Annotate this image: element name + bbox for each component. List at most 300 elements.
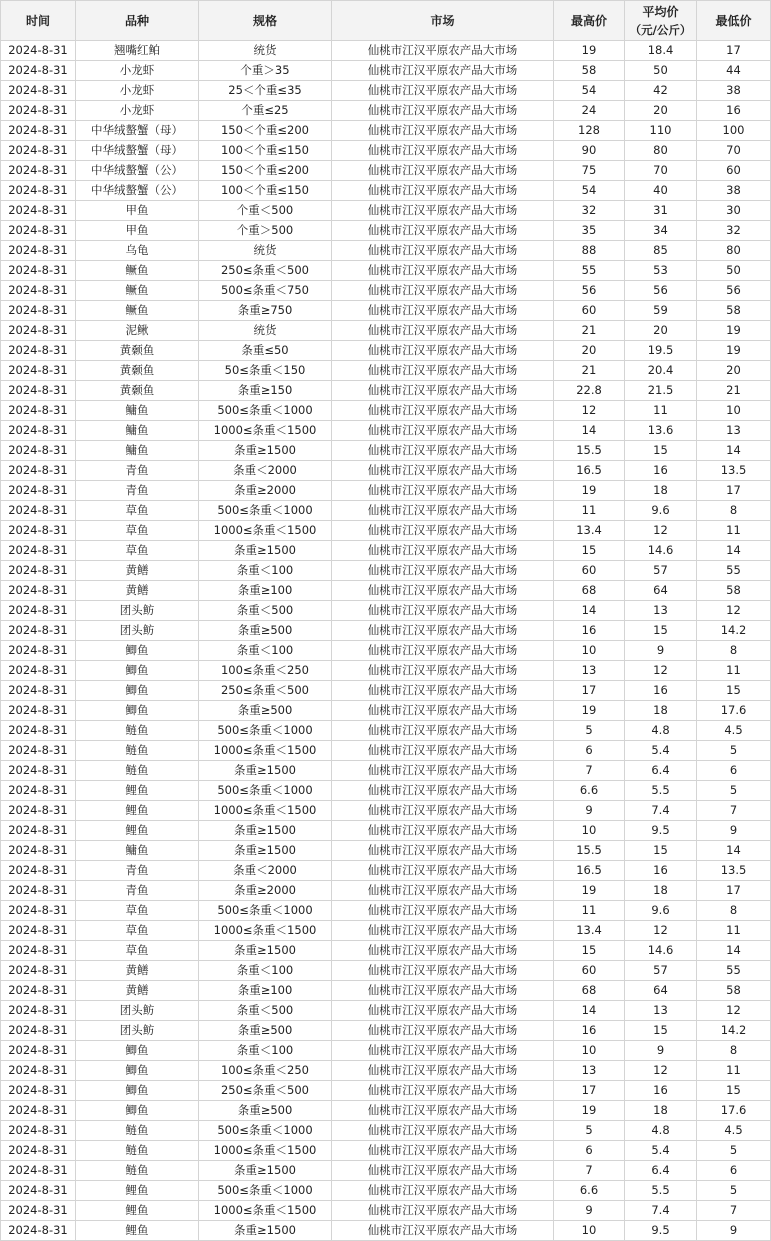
cell-avg-price: 20.4 [625,361,697,381]
cell-avg-price: 18 [625,701,697,721]
table-row [1,761,771,781]
cell-variety: 鳜鱼 [76,261,199,281]
cell-avg-price: 13 [625,1001,697,1021]
cell-market: 仙桃市江汉平原农产品大市场 [332,321,554,341]
cell-max-price: 13 [554,1061,625,1081]
cell-max-price: 13 [554,661,625,681]
cell-variety: 鲤鱼 [76,781,199,801]
cell-avg-price: 18 [625,1101,697,1121]
cell-variety: 小龙虾 [76,101,199,121]
cell-avg-price: 12 [625,521,697,541]
table-row [1,81,771,101]
cell-avg-price: 19.5 [625,341,697,361]
table-header [1,1,771,41]
table-row [1,61,771,81]
cell-min-price: 14 [697,841,771,861]
cell-max-price: 9 [554,1201,625,1221]
cell-max-price: 6.6 [554,1181,625,1201]
cell-avg-price: 15 [625,441,697,461]
cell-max-price: 19 [554,41,625,61]
cell-date: 2024-8-31 [1,61,76,81]
cell-spec: 条重≥750 [199,301,332,321]
cell-max-price: 12 [554,401,625,421]
cell-min-price: 100 [697,121,771,141]
header-avg-price [625,1,697,41]
cell-max-price: 19 [554,701,625,721]
table-row [1,41,771,61]
table-row [1,941,771,961]
cell-variety: 泥鳅 [76,321,199,341]
cell-max-price: 14 [554,1001,625,1021]
cell-variety: 黄鳝 [76,981,199,1001]
cell-avg-price: 5.5 [625,781,697,801]
cell-avg-price: 9.5 [625,821,697,841]
cell-variety: 团头鲂 [76,1001,199,1021]
cell-min-price: 17 [697,481,771,501]
cell-min-price: 11 [697,921,771,941]
cell-min-price: 80 [697,241,771,261]
cell-min-price: 58 [697,581,771,601]
cell-date: 2024-8-31 [1,961,76,981]
cell-date: 2024-8-31 [1,1001,76,1021]
header-avg-price-label: 平均价 [642,5,679,19]
cell-spec: 100＜个重≤150 [199,141,332,161]
cell-market: 仙桃市江汉平原农产品大市场 [332,341,554,361]
cell-min-price: 14 [697,541,771,561]
cell-spec: 条重＜2000 [199,861,332,881]
cell-date: 2024-8-31 [1,1201,76,1221]
cell-market: 仙桃市江汉平原农产品大市场 [332,1021,554,1041]
cell-spec: 500≤条重＜1000 [199,1181,332,1201]
cell-min-price: 14 [697,441,771,461]
cell-avg-price: 4.8 [625,721,697,741]
table-row [1,401,771,421]
cell-max-price: 75 [554,161,625,181]
cell-market: 仙桃市江汉平原农产品大市场 [332,181,554,201]
table-row [1,541,771,561]
table-row [1,361,771,381]
cell-date: 2024-8-31 [1,901,76,921]
cell-variety: 鲢鱼 [76,741,199,761]
cell-max-price: 15 [554,941,625,961]
cell-avg-price: 15 [625,621,697,641]
cell-spec: 100≤条重＜250 [199,661,332,681]
cell-min-price: 5 [697,1141,771,1161]
cell-market: 仙桃市江汉平原农产品大市场 [332,881,554,901]
cell-max-price: 7 [554,1161,625,1181]
cell-date: 2024-8-31 [1,781,76,801]
cell-spec: 条重＜2000 [199,461,332,481]
cell-avg-price: 56 [625,281,697,301]
cell-spec: 条重≥150 [199,381,332,401]
cell-min-price: 13.5 [697,861,771,881]
cell-max-price: 32 [554,201,625,221]
table-row [1,521,771,541]
cell-variety: 乌龟 [76,241,199,261]
cell-avg-price: 9.6 [625,901,697,921]
cell-avg-price: 7.4 [625,801,697,821]
cell-variety: 小龙虾 [76,81,199,101]
cell-variety: 鳙鱼 [76,841,199,861]
cell-variety: 黄颡鱼 [76,341,199,361]
cell-variety: 鳜鱼 [76,301,199,321]
cell-variety: 鲢鱼 [76,1161,199,1181]
table-row [1,981,771,1001]
cell-max-price: 19 [554,481,625,501]
table-row [1,1161,771,1181]
cell-avg-price: 42 [625,81,697,101]
cell-avg-price: 18 [625,481,697,501]
header-max-price: 最高价 [554,1,625,41]
cell-avg-price: 53 [625,261,697,281]
cell-max-price: 16.5 [554,461,625,481]
cell-spec: 条重≥500 [199,1101,332,1121]
cell-spec: 条重＜100 [199,641,332,661]
cell-min-price: 8 [697,501,771,521]
cell-market: 仙桃市江汉平原农产品大市场 [332,401,554,421]
table-row [1,1181,771,1201]
cell-date: 2024-8-31 [1,1121,76,1141]
cell-spec: 50≤条重＜150 [199,361,332,381]
cell-date: 2024-8-31 [1,721,76,741]
header-date: 时间 [1,1,76,41]
cell-spec: 条重≥100 [199,981,332,1001]
cell-spec: 条重≥500 [199,1021,332,1041]
cell-min-price: 8 [697,1041,771,1061]
table-row [1,461,771,481]
cell-spec: 500≤条重＜1000 [199,501,332,521]
cell-market: 仙桃市江汉平原农产品大市场 [332,701,554,721]
cell-max-price: 15.5 [554,841,625,861]
cell-date: 2024-8-31 [1,361,76,381]
cell-max-price: 15 [554,541,625,561]
cell-max-price: 68 [554,981,625,1001]
cell-spec: 25＜个重≤35 [199,81,332,101]
cell-spec: 统货 [199,41,332,61]
cell-variety: 草鱼 [76,901,199,921]
cell-variety: 青鱼 [76,881,199,901]
cell-variety: 甲鱼 [76,201,199,221]
cell-min-price: 30 [697,201,771,221]
cell-spec: 1000≤条重＜1500 [199,1141,332,1161]
cell-date: 2024-8-31 [1,741,76,761]
cell-date: 2024-8-31 [1,201,76,221]
cell-avg-price: 5.4 [625,1141,697,1161]
cell-date: 2024-8-31 [1,1061,76,1081]
cell-min-price: 17.6 [697,701,771,721]
cell-max-price: 56 [554,281,625,301]
cell-date: 2024-8-31 [1,41,76,61]
cell-min-price: 5 [697,741,771,761]
cell-market: 仙桃市江汉平原农产品大市场 [332,541,554,561]
cell-avg-price: 6.4 [625,1161,697,1181]
cell-date: 2024-8-31 [1,921,76,941]
table-row [1,581,771,601]
table-row [1,621,771,641]
table-row [1,1001,771,1021]
cell-min-price: 38 [697,81,771,101]
cell-date: 2024-8-31 [1,181,76,201]
cell-spec: 250≤条重＜500 [199,261,332,281]
table-row [1,1041,771,1061]
cell-date: 2024-8-31 [1,221,76,241]
cell-date: 2024-8-31 [1,641,76,661]
cell-spec: 条重≥1500 [199,1161,332,1181]
cell-variety: 中华绒螯蟹（母） [76,121,199,141]
cell-date: 2024-8-31 [1,341,76,361]
cell-market: 仙桃市江汉平原农产品大市场 [332,721,554,741]
cell-spec: 500≤条重＜1000 [199,401,332,421]
cell-variety: 草鱼 [76,521,199,541]
cell-max-price: 14 [554,421,625,441]
cell-market: 仙桃市江汉平原农产品大市场 [332,781,554,801]
cell-market: 仙桃市江汉平原农产品大市场 [332,1001,554,1021]
cell-avg-price: 80 [625,141,697,161]
cell-variety: 鲫鱼 [76,1101,199,1121]
cell-market: 仙桃市江汉平原农产品大市场 [332,1081,554,1101]
cell-variety: 鲫鱼 [76,1061,199,1081]
cell-market: 仙桃市江汉平原农产品大市场 [332,81,554,101]
cell-date: 2024-8-31 [1,1101,76,1121]
cell-variety: 鲢鱼 [76,761,199,781]
cell-avg-price: 11 [625,401,697,421]
cell-max-price: 55 [554,261,625,281]
cell-spec: 1000≤条重＜1500 [199,741,332,761]
table-row [1,1021,771,1041]
cell-market: 仙桃市江汉平原农产品大市场 [332,601,554,621]
cell-avg-price: 15 [625,841,697,861]
cell-min-price: 8 [697,641,771,661]
table-row [1,201,771,221]
cell-variety: 青鱼 [76,861,199,881]
cell-date: 2024-8-31 [1,441,76,461]
cell-spec: 条重＜100 [199,561,332,581]
cell-avg-price: 40 [625,181,697,201]
table-row [1,481,771,501]
cell-variety: 鲤鱼 [76,801,199,821]
cell-max-price: 19 [554,881,625,901]
cell-max-price: 16.5 [554,861,625,881]
cell-max-price: 60 [554,561,625,581]
cell-date: 2024-8-31 [1,1181,76,1201]
cell-avg-price: 12 [625,921,697,941]
cell-variety: 甲鱼 [76,221,199,241]
cell-max-price: 22.8 [554,381,625,401]
cell-avg-price: 21.5 [625,381,697,401]
cell-variety: 鲤鱼 [76,821,199,841]
cell-date: 2024-8-31 [1,321,76,341]
table-row [1,141,771,161]
cell-avg-price: 16 [625,1081,697,1101]
table-row [1,181,771,201]
cell-avg-price: 14.6 [625,541,697,561]
cell-min-price: 12 [697,1001,771,1021]
cell-variety: 鳜鱼 [76,281,199,301]
table-row [1,1061,771,1081]
cell-avg-price: 5.5 [625,1181,697,1201]
cell-min-price: 13.5 [697,461,771,481]
cell-min-price: 60 [697,161,771,181]
cell-min-price: 19 [697,341,771,361]
cell-max-price: 21 [554,361,625,381]
cell-max-price: 16 [554,621,625,641]
cell-spec: 条重≥500 [199,701,332,721]
cell-variety: 鲫鱼 [76,641,199,661]
cell-spec: 500≤条重＜1000 [199,721,332,741]
header-spec: 规格 [199,1,332,41]
table-row [1,281,771,301]
cell-min-price: 58 [697,981,771,1001]
cell-market: 仙桃市江汉平原农产品大市场 [332,801,554,821]
cell-date: 2024-8-31 [1,661,76,681]
header-min-price: 最低价 [697,1,771,41]
table-row [1,421,771,441]
cell-spec: 条重≥1500 [199,761,332,781]
cell-avg-price: 59 [625,301,697,321]
cell-max-price: 68 [554,581,625,601]
cell-max-price: 58 [554,61,625,81]
cell-spec: 条重≥500 [199,621,332,641]
cell-avg-price: 64 [625,981,697,1001]
cell-spec: 统货 [199,321,332,341]
cell-variety: 草鱼 [76,921,199,941]
cell-avg-price: 64 [625,581,697,601]
cell-avg-price: 7.4 [625,1201,697,1221]
cell-min-price: 17.6 [697,1101,771,1121]
cell-max-price: 10 [554,641,625,661]
cell-min-price: 19 [697,321,771,341]
cell-spec: 条重≥2000 [199,481,332,501]
table-body [1,41,771,1241]
header-variety: 品种 [76,1,199,41]
cell-max-price: 11 [554,901,625,921]
cell-date: 2024-8-31 [1,761,76,781]
cell-avg-price: 9 [625,641,697,661]
cell-spec: 1000≤条重＜1500 [199,1201,332,1221]
cell-market: 仙桃市江汉平原农产品大市场 [332,921,554,941]
cell-market: 仙桃市江汉平原农产品大市场 [332,101,554,121]
cell-spec: 1000≤条重＜1500 [199,801,332,821]
cell-min-price: 5 [697,781,771,801]
cell-min-price: 10 [697,401,771,421]
cell-date: 2024-8-31 [1,1081,76,1101]
header-market: 市场 [332,1,554,41]
header-avg-price-unit: （元/公斤） [629,23,692,37]
cell-market: 仙桃市江汉平原农产品大市场 [332,421,554,441]
cell-variety: 鳙鱼 [76,401,199,421]
table-row [1,121,771,141]
cell-date: 2024-8-31 [1,381,76,401]
cell-variety: 黄鳝 [76,561,199,581]
cell-spec: 条重＜100 [199,1041,332,1061]
cell-min-price: 6 [697,1161,771,1181]
cell-max-price: 13.4 [554,921,625,941]
cell-date: 2024-8-31 [1,461,76,481]
cell-variety: 黄颡鱼 [76,361,199,381]
cell-market: 仙桃市江汉平原农产品大市场 [332,1141,554,1161]
cell-spec: 条重≥1500 [199,841,332,861]
cell-market: 仙桃市江汉平原农产品大市场 [332,561,554,581]
cell-spec: 个重≤25 [199,101,332,121]
cell-avg-price: 110 [625,121,697,141]
cell-min-price: 20 [697,361,771,381]
cell-max-price: 10 [554,1221,625,1241]
cell-min-price: 5 [697,1181,771,1201]
cell-market: 仙桃市江汉平原农产品大市场 [332,981,554,1001]
cell-min-price: 6 [697,761,771,781]
cell-variety: 青鱼 [76,461,199,481]
cell-date: 2024-8-31 [1,561,76,581]
cell-market: 仙桃市江汉平原农产品大市场 [332,741,554,761]
cell-avg-price: 85 [625,241,697,261]
cell-date: 2024-8-31 [1,621,76,641]
cell-avg-price: 20 [625,101,697,121]
cell-market: 仙桃市江汉平原农产品大市场 [332,1221,554,1241]
cell-date: 2024-8-31 [1,821,76,841]
cell-spec: 150＜个重≤200 [199,161,332,181]
cell-variety: 团头鲂 [76,1021,199,1041]
cell-variety: 黄颡鱼 [76,381,199,401]
cell-variety: 鲤鱼 [76,1221,199,1241]
cell-max-price: 21 [554,321,625,341]
cell-max-price: 88 [554,241,625,261]
cell-date: 2024-8-31 [1,301,76,321]
table-row [1,301,771,321]
cell-market: 仙桃市江汉平原农产品大市场 [332,1121,554,1141]
table-row [1,1121,771,1141]
cell-variety: 鲫鱼 [76,681,199,701]
cell-spec: 1000≤条重＜1500 [199,921,332,941]
cell-spec: 条重＜500 [199,1001,332,1021]
cell-spec: 个重＞35 [199,61,332,81]
cell-spec: 统货 [199,241,332,261]
cell-spec: 1000≤条重＜1500 [199,421,332,441]
cell-spec: 500≤条重＜1000 [199,901,332,921]
cell-spec: 500≤条重＜1000 [199,781,332,801]
cell-variety: 鲢鱼 [76,721,199,741]
cell-min-price: 14.2 [697,1021,771,1041]
header-row [1,1,771,41]
table-row [1,241,771,261]
cell-spec: 条重≥1500 [199,1221,332,1241]
table-row [1,601,771,621]
table-row [1,681,771,701]
cell-date: 2024-8-31 [1,121,76,141]
cell-avg-price: 5.4 [625,741,697,761]
cell-market: 仙桃市江汉平原农产品大市场 [332,361,554,381]
cell-avg-price: 16 [625,861,697,881]
cell-date: 2024-8-31 [1,421,76,441]
cell-date: 2024-8-31 [1,1221,76,1241]
cell-market: 仙桃市江汉平原农产品大市场 [332,1041,554,1061]
cell-max-price: 128 [554,121,625,141]
cell-avg-price: 50 [625,61,697,81]
cell-market: 仙桃市江汉平原农产品大市场 [332,821,554,841]
cell-market: 仙桃市江汉平原农产品大市场 [332,1101,554,1121]
cell-date: 2024-8-31 [1,801,76,821]
table-row [1,861,771,881]
cell-avg-price: 57 [625,561,697,581]
cell-avg-price: 16 [625,461,697,481]
cell-min-price: 15 [697,681,771,701]
cell-max-price: 16 [554,1021,625,1041]
cell-max-price: 60 [554,961,625,981]
cell-market: 仙桃市江汉平原农产品大市场 [332,861,554,881]
table-row [1,701,771,721]
table-row [1,881,771,901]
cell-max-price: 15.5 [554,441,625,461]
cell-avg-price: 4.8 [625,1121,697,1141]
